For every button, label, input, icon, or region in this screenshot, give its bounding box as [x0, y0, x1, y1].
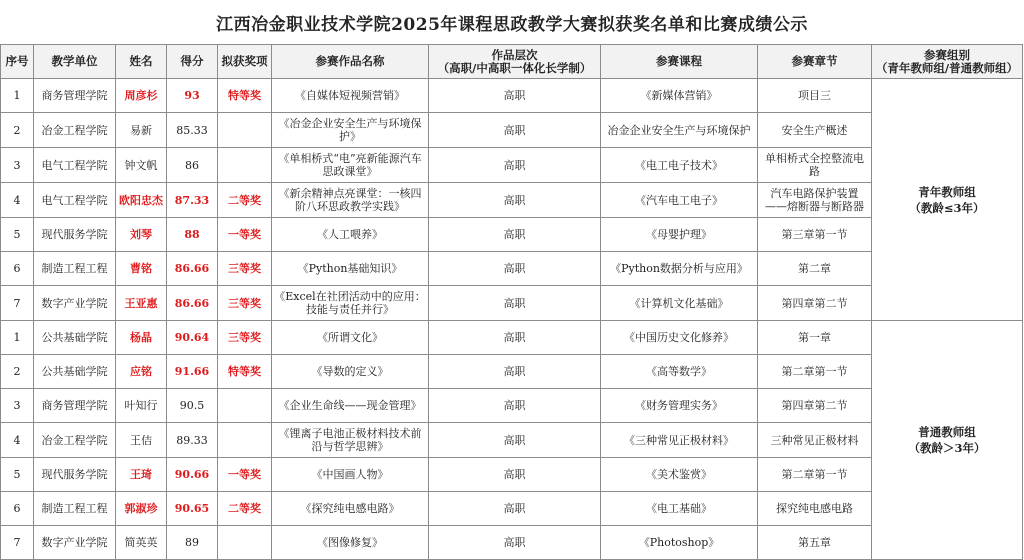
row-level: 高职	[429, 321, 601, 355]
results-table	[0, 44, 1023, 560]
row-work: 《图像修复》	[272, 526, 429, 560]
row-name: 简英英	[116, 526, 167, 560]
row-work: 《导数的定义》	[272, 355, 429, 389]
row-course: 《Python数据分析与应用》	[601, 252, 758, 286]
row-chapter: 第二章第一节	[758, 355, 872, 389]
row-unit: 冶金工程学院	[34, 113, 116, 148]
col-header-group	[872, 45, 1023, 79]
row-name: 叶知行	[116, 389, 167, 423]
row-score: 89.33	[167, 423, 218, 458]
row-course: 《母婴护理》	[601, 218, 758, 252]
level-header-line2: （高职/中高职一体化长学制）	[437, 60, 592, 75]
row-level: 高职	[429, 389, 601, 423]
row-award	[218, 423, 272, 458]
group-cell-regular	[872, 321, 1023, 560]
row-score: 90.5	[167, 389, 218, 423]
group-label: 普通教师组	[918, 425, 976, 439]
level-header-line1: 作品层次	[491, 47, 538, 62]
row-work: 《Python基础知识》	[272, 252, 429, 286]
row-no: 7	[1, 286, 34, 321]
row-no: 3	[1, 148, 34, 183]
row-level: 高职	[429, 218, 601, 252]
row-score: 89	[167, 526, 218, 560]
row-course: 《三种常见正极材料》	[601, 423, 758, 458]
row-level: 高职	[429, 458, 601, 492]
row-course: 《新媒体营销》	[601, 79, 758, 113]
row-level: 高职	[429, 79, 601, 113]
row-no: 6	[1, 492, 34, 526]
row-unit: 冶金工程学院	[34, 423, 116, 458]
row-chapter: 项目三	[758, 79, 872, 113]
table-row	[1, 148, 1023, 183]
row-name: 曹铭	[116, 252, 167, 286]
row-unit: 公共基础学院	[34, 321, 116, 355]
row-chapter: 三种常见正极材料	[758, 423, 872, 458]
row-chapter: 第一章	[758, 321, 872, 355]
row-course: 《汽车电工电子》	[601, 183, 758, 218]
row-name: 王亚惠	[116, 286, 167, 321]
row-course: 《美术鉴赏》	[601, 458, 758, 492]
row-chapter: 第五章	[758, 526, 872, 560]
col-header-name: 姓名	[116, 45, 167, 79]
table-row	[1, 252, 1023, 286]
row-level: 高职	[429, 148, 601, 183]
table-row	[1, 423, 1023, 458]
row-level: 高职	[429, 423, 601, 458]
row-score: 86	[167, 148, 218, 183]
row-award	[218, 148, 272, 183]
row-work: 《人工喂养》	[272, 218, 429, 252]
row-score: 85.33	[167, 113, 218, 148]
row-work: 《锂离子电池正极材料技术前沿与哲学思辨》	[272, 423, 429, 458]
row-unit: 现代服务学院	[34, 458, 116, 492]
table-row	[1, 286, 1023, 321]
row-no: 7	[1, 526, 34, 560]
row-level: 高职	[429, 526, 601, 560]
page-title: 江西冶金职业技术学院2025年课程思政教学大赛拟获奖名单和比赛成绩公示	[216, 14, 808, 35]
row-chapter: 第三章第一节	[758, 218, 872, 252]
row-unit: 现代服务学院	[34, 218, 116, 252]
row-work: 《Excel在社团活动中的应用：技能与责任并行》	[272, 286, 429, 321]
row-unit: 制造工程工程	[34, 252, 116, 286]
row-level: 高职	[429, 113, 601, 148]
row-work: 《所谓文化》	[272, 321, 429, 355]
row-award	[218, 389, 272, 423]
table-row	[1, 321, 1023, 355]
row-work: 《冶金企业安全生产与环境保护》	[272, 113, 429, 148]
table-row	[1, 218, 1023, 252]
row-work: 《探究纯电感电路》	[272, 492, 429, 526]
row-level: 高职	[429, 492, 601, 526]
col-header-level	[429, 45, 601, 79]
group-seniority: （教龄＞3年）	[908, 441, 986, 455]
row-score: 86.66	[167, 286, 218, 321]
row-unit: 电气工程学院	[34, 148, 116, 183]
group-label: 青年教师组	[918, 184, 976, 199]
row-chapter: 第四章第二节	[758, 389, 872, 423]
row-level: 高职	[429, 286, 601, 321]
header-row	[1, 45, 1023, 79]
row-name: 郭淑珍	[116, 492, 167, 526]
row-name: 王琦	[116, 458, 167, 492]
row-no: 1	[1, 79, 34, 113]
row-award: 三等奖	[218, 286, 272, 321]
row-score: 90.66	[167, 458, 218, 492]
row-award: 特等奖	[218, 355, 272, 389]
row-level: 高职	[429, 355, 601, 389]
row-work: 《中国画人物》	[272, 458, 429, 492]
row-chapter: 探究纯电感电路	[758, 492, 872, 526]
group-seniority: （教龄≤3年）	[909, 200, 985, 215]
table-row	[1, 113, 1023, 148]
row-no: 2	[1, 113, 34, 148]
row-unit: 电气工程学院	[34, 183, 116, 218]
row-name: 钟文帆	[116, 148, 167, 183]
row-course: 冶金企业安全生产与环境保护	[601, 113, 758, 148]
row-course: 《电工基础》	[601, 492, 758, 526]
row-award: 二等奖	[218, 183, 272, 218]
row-course: 《电工电子技术》	[601, 148, 758, 183]
row-chapter: 第二章第一节	[758, 458, 872, 492]
table-row	[1, 526, 1023, 560]
row-score: 90.65	[167, 492, 218, 526]
row-award: 一等奖	[218, 218, 272, 252]
col-header-course: 参赛课程	[601, 45, 758, 79]
row-award: 三等奖	[218, 321, 272, 355]
row-score: 91.66	[167, 355, 218, 389]
row-score: 87.33	[167, 183, 218, 218]
table-row	[1, 79, 1023, 113]
row-award: 三等奖	[218, 252, 272, 286]
row-course: 《计算机文化基础》	[601, 286, 758, 321]
group-header-line2: （青年教师组/普通教师组）	[875, 60, 1019, 75]
col-header-unit: 教学单位	[34, 45, 116, 79]
col-header-award: 拟获奖项	[218, 45, 272, 79]
row-unit: 商务管理学院	[34, 389, 116, 423]
row-course: 《中国历史文化修养》	[601, 321, 758, 355]
row-name: 王佶	[116, 423, 167, 458]
table-body	[1, 79, 1023, 560]
row-name: 应铭	[116, 355, 167, 389]
row-no: 1	[1, 321, 34, 355]
row-no: 2	[1, 355, 34, 389]
row-unit: 数字产业学院	[34, 286, 116, 321]
row-level: 高职	[429, 252, 601, 286]
col-header-score: 得分	[167, 45, 218, 79]
group-cell-youth	[872, 79, 1023, 321]
table-row	[1, 355, 1023, 389]
row-unit: 公共基础学院	[34, 355, 116, 389]
row-name: 易新	[116, 113, 167, 148]
row-name: 刘琴	[116, 218, 167, 252]
row-level: 高职	[429, 183, 601, 218]
row-course: 《高等数学》	[601, 355, 758, 389]
row-work: 《新余精神点亮课堂：一核四阶八环思政教学实践》	[272, 183, 429, 218]
row-course: 《财务管理实务》	[601, 389, 758, 423]
row-no: 6	[1, 252, 34, 286]
table-row	[1, 458, 1023, 492]
row-unit: 制造工程工程	[34, 492, 116, 526]
row-work: 《自媒体短视频营销》	[272, 79, 429, 113]
row-no: 5	[1, 458, 34, 492]
row-unit: 数字产业学院	[34, 526, 116, 560]
row-chapter: 第四章第二节	[758, 286, 872, 321]
row-name: 杨晶	[116, 321, 167, 355]
row-no: 3	[1, 389, 34, 423]
group-header-line1: 参赛组别	[924, 47, 970, 62]
col-header-chapter: 参赛章节	[758, 45, 872, 79]
row-no: 4	[1, 423, 34, 458]
table-row	[1, 492, 1023, 526]
row-unit: 商务管理学院	[34, 79, 116, 113]
row-work: 《企业生命线——现金管理》	[272, 389, 429, 423]
row-award	[218, 113, 272, 148]
row-no: 4	[1, 183, 34, 218]
row-award: 一等奖	[218, 458, 272, 492]
row-course: 《Photoshop》	[601, 526, 758, 560]
row-score: 88	[167, 218, 218, 252]
row-award	[218, 526, 272, 560]
row-chapter: 第二章	[758, 252, 872, 286]
row-score: 86.66	[167, 252, 218, 286]
row-no: 5	[1, 218, 34, 252]
row-chapter: 安全生产概述	[758, 113, 872, 148]
row-award: 二等奖	[218, 492, 272, 526]
row-work: 《单相桥式“电”亮新能源汽车思政课堂》	[272, 148, 429, 183]
row-chapter: 汽车电路保护装置——熔断器与断路器	[758, 183, 872, 218]
row-score: 93	[167, 79, 218, 113]
row-award: 特等奖	[218, 79, 272, 113]
table-row	[1, 183, 1023, 218]
row-name: 欧阳忠杰	[116, 183, 167, 218]
row-score: 90.64	[167, 321, 218, 355]
col-header-work: 参赛作品名称	[272, 45, 429, 79]
col-header-no: 序号	[1, 45, 34, 79]
row-chapter: 单相桥式全控整流电路	[758, 148, 872, 183]
row-name: 周彦杉	[116, 79, 167, 113]
table-row	[1, 389, 1023, 423]
